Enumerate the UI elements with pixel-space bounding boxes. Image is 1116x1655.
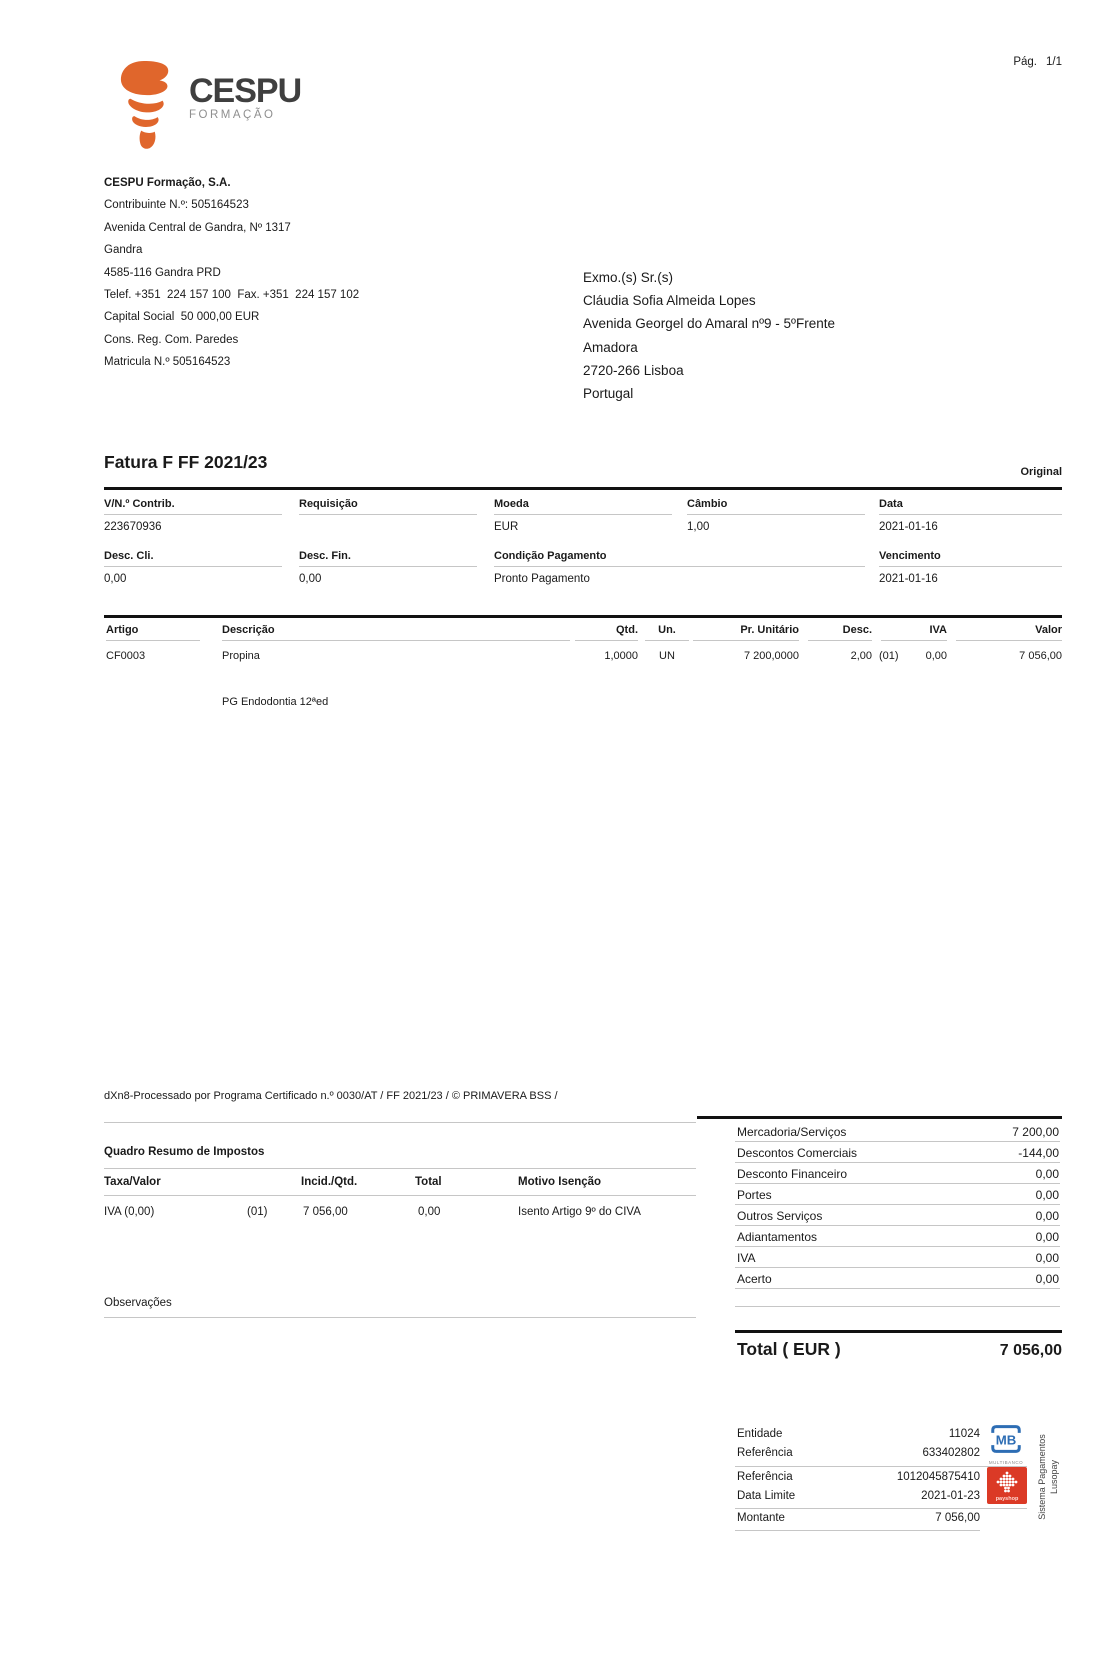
tax-motivo: Isento Artigo 9º do CIVA (518, 1206, 641, 1218)
field-value: 0,00 (299, 573, 322, 585)
field-condicao (494, 550, 865, 586)
col-desc: Desc. (808, 624, 872, 641)
totals-row (735, 1142, 1060, 1163)
tax-summary-title: Quadro Resumo de Impostos (104, 1146, 265, 1158)
totals-label: Adiantamentos (737, 1230, 818, 1244)
totals-label: Desconto Financeiro (737, 1167, 848, 1181)
tax-total: 0,00 (418, 1206, 441, 1218)
recipient-line: Amadora (583, 339, 638, 355)
tax-col-taxa: Taxa/Valor (104, 1176, 161, 1188)
item-qtd: 1,0000 (604, 650, 638, 662)
copy-type: Original (1020, 466, 1062, 478)
recipient-line: Cláudia Sofia Almeida Lopes (583, 293, 756, 309)
item-un: UN (659, 650, 675, 662)
company-line: Contribuinte N.º: 505164523 (104, 199, 249, 212)
totals-label: Acerto (737, 1272, 772, 1286)
payment-label: Referência (737, 1471, 793, 1483)
field-value: 223670936 (104, 521, 162, 533)
totals-row (735, 1184, 1060, 1205)
field-requisicao (299, 498, 477, 534)
brand-text (189, 74, 301, 121)
col-artigo: Artigo (106, 624, 200, 641)
field-contrib (104, 498, 282, 534)
side-text-line1: Sistema Pagamentos (1036, 1434, 1047, 1520)
payment-label: Referência (737, 1447, 793, 1459)
field-value: 2021-01-16 (879, 573, 938, 585)
col-iva: IVA (881, 624, 947, 641)
tax-taxa: IVA (0,00) (104, 1206, 155, 1218)
payment-montante-row (735, 1512, 980, 1524)
certification-note: dXn8-Processado por Programa Certificado n.º 0030/AT / FF 2021/23 / © PRIMAVERA BSS / (104, 1090, 558, 1102)
field-value (299, 521, 477, 534)
company-line: 4585-116 Gandra PRD (104, 266, 221, 279)
item-descricao: Propina (222, 650, 260, 662)
mb-logo-subtext: MULTIBANCO (988, 1460, 1024, 1465)
field-label: Desc. Cli. (104, 550, 282, 567)
col-descricao: Descrição (222, 624, 570, 641)
totals-value: 0,00 (1035, 1251, 1059, 1265)
totals-value: -144,00 (1018, 1146, 1059, 1160)
field-label: Data (879, 498, 1062, 515)
page-number: 1/1 (1046, 56, 1062, 68)
field-vencimento (879, 550, 1062, 586)
totals-label: Portes (737, 1188, 772, 1202)
item-valor: 7 056,00 (1019, 650, 1062, 662)
divider (104, 1122, 696, 1123)
field-value: 2021-01-16 (879, 521, 938, 533)
col-qtd: Qtd. (575, 624, 638, 641)
company-line: Matricula N.º 505164523 (104, 356, 231, 369)
totals-label: Mercadoria/Serviços (737, 1125, 847, 1139)
item-pr-unitario: 7 200,0000 (743, 650, 799, 662)
recipient-line: Exmo.(s) Sr.(s) (583, 270, 673, 285)
recipient-address (583, 266, 835, 405)
company-line: Avenida Central de Gandra, Nº 1317 (104, 221, 291, 234)
tax-col-incid: Incid./Qtd. (301, 1176, 358, 1188)
brand-subtitle: FORMAÇÃO (189, 109, 276, 121)
side-text-line2: Lusopay (1048, 1459, 1059, 1495)
payment-label: Montante (737, 1512, 785, 1524)
grand-total-label: Total ( EUR ) (737, 1339, 841, 1359)
totals-row (735, 1163, 1060, 1184)
divider (104, 1168, 696, 1169)
totals-label: Outros Serviços (737, 1209, 823, 1223)
payment-value: 11024 (948, 1428, 980, 1440)
field-cambio (687, 498, 865, 534)
tax-code: (01) (247, 1206, 268, 1218)
payment-value: 1012045875410 (896, 1471, 980, 1483)
page-label: Pág. (1013, 56, 1037, 68)
item-iva (879, 650, 947, 662)
divider (104, 615, 1062, 618)
totals-value: 0,00 (1035, 1167, 1059, 1181)
totals-row (735, 1268, 1060, 1289)
item-iva-value: 0,00 (925, 650, 947, 662)
page-indicator (940, 56, 1062, 68)
field-label: Requisição (299, 498, 477, 515)
divider (735, 1330, 1062, 1333)
item-iva-code: (01) (879, 650, 899, 662)
col-un: Un. (645, 624, 689, 641)
field-label: Condição Pagamento (494, 550, 865, 567)
divider (735, 1466, 1027, 1467)
totals-label: IVA (737, 1251, 756, 1265)
payshop-logo-text: payshop (995, 1496, 1019, 1502)
field-label: V/N.º Contrib. (104, 498, 282, 515)
tax-incid: 7 056,00 (303, 1206, 348, 1218)
company-info (104, 172, 359, 374)
totals-value: 7 200,00 (1012, 1125, 1059, 1139)
totals-value: 0,00 (1035, 1230, 1059, 1244)
tax-col-total: Total (415, 1176, 442, 1188)
company-line: Gandra (104, 244, 143, 257)
recipient-line: 2720-266 Lisboa (583, 362, 684, 378)
payment-value: 7 056,00 (935, 1512, 980, 1524)
divider (697, 1116, 1062, 1119)
observacoes-label: Observações (104, 1297, 172, 1309)
payment-referencia-mb-row (735, 1447, 980, 1459)
field-data (879, 498, 1062, 534)
field-label: Vencimento (879, 550, 1062, 567)
totals-row (735, 1121, 1060, 1142)
field-value: 0,00 (104, 573, 127, 585)
totals-value: 0,00 (1035, 1209, 1059, 1223)
field-label: Desc. Fin. (299, 550, 477, 567)
col-pr-unitario: Pr. Unitário (693, 624, 799, 641)
totals-row (735, 1205, 1060, 1226)
brand-name: CESPU (189, 72, 302, 110)
field-value: Pronto Pagamento (494, 573, 590, 585)
totals-row (735, 1226, 1060, 1247)
divider (735, 1530, 980, 1531)
field-moeda (494, 498, 672, 534)
grand-total (735, 1339, 1062, 1360)
recipient-line: Portugal (583, 386, 634, 402)
company-line: Telef. +351 224 157 100 Fax. +351 224 157 102 (104, 289, 360, 302)
divider (735, 1306, 1060, 1307)
payment-referencia-ps-row (735, 1471, 980, 1483)
totals-label: Descontos Comerciais (737, 1146, 858, 1160)
company-line: Cons. Reg. Com. Paredes (104, 333, 239, 346)
payment-label: Entidade (737, 1428, 783, 1440)
payment-data-limite-row (735, 1490, 980, 1502)
item-desc: 2,00 (850, 650, 872, 662)
divider (104, 1195, 696, 1196)
field-value: 1,00 (687, 521, 710, 533)
field-label: Câmbio (687, 498, 865, 515)
totals-value: 0,00 (1035, 1272, 1059, 1286)
payment-value: 633402802 (922, 1447, 980, 1459)
totals-value: 0,00 (1035, 1188, 1059, 1202)
field-value: EUR (494, 521, 519, 533)
field-desc-cli (104, 550, 282, 586)
invoice-title: Fatura F FF 2021/23 (104, 452, 268, 472)
company-line: Capital Social 50 000,00 EUR (104, 311, 260, 324)
col-valor: Valor (956, 624, 1062, 641)
payment-label: Data Limite (737, 1490, 796, 1502)
divider (104, 487, 1062, 490)
company-name: CESPU Formação, S.A. (104, 177, 231, 189)
totals-row (735, 1247, 1060, 1268)
payment-side-text (988, 1417, 1108, 1537)
tax-col-motivo: Motivo Isenção (518, 1176, 602, 1188)
payment-value: 2021-01-23 (921, 1490, 980, 1502)
divider (104, 1317, 696, 1318)
cespu-logo-icon (118, 60, 176, 157)
divider (735, 1508, 1027, 1509)
payment-entidade-row (735, 1428, 980, 1440)
svg-text:MB: MB (995, 1432, 1017, 1448)
item-extra-description: PG Endodontia 12ªed (222, 696, 329, 708)
grand-total-value: 7 056,00 (999, 1342, 1062, 1359)
item-artigo: CF0003 (106, 650, 146, 662)
field-label: Moeda (494, 498, 672, 515)
recipient-line: Avenida Georgel do Amaral nº9 - 5ºFrente (583, 316, 836, 332)
field-desc-fin (299, 550, 477, 586)
